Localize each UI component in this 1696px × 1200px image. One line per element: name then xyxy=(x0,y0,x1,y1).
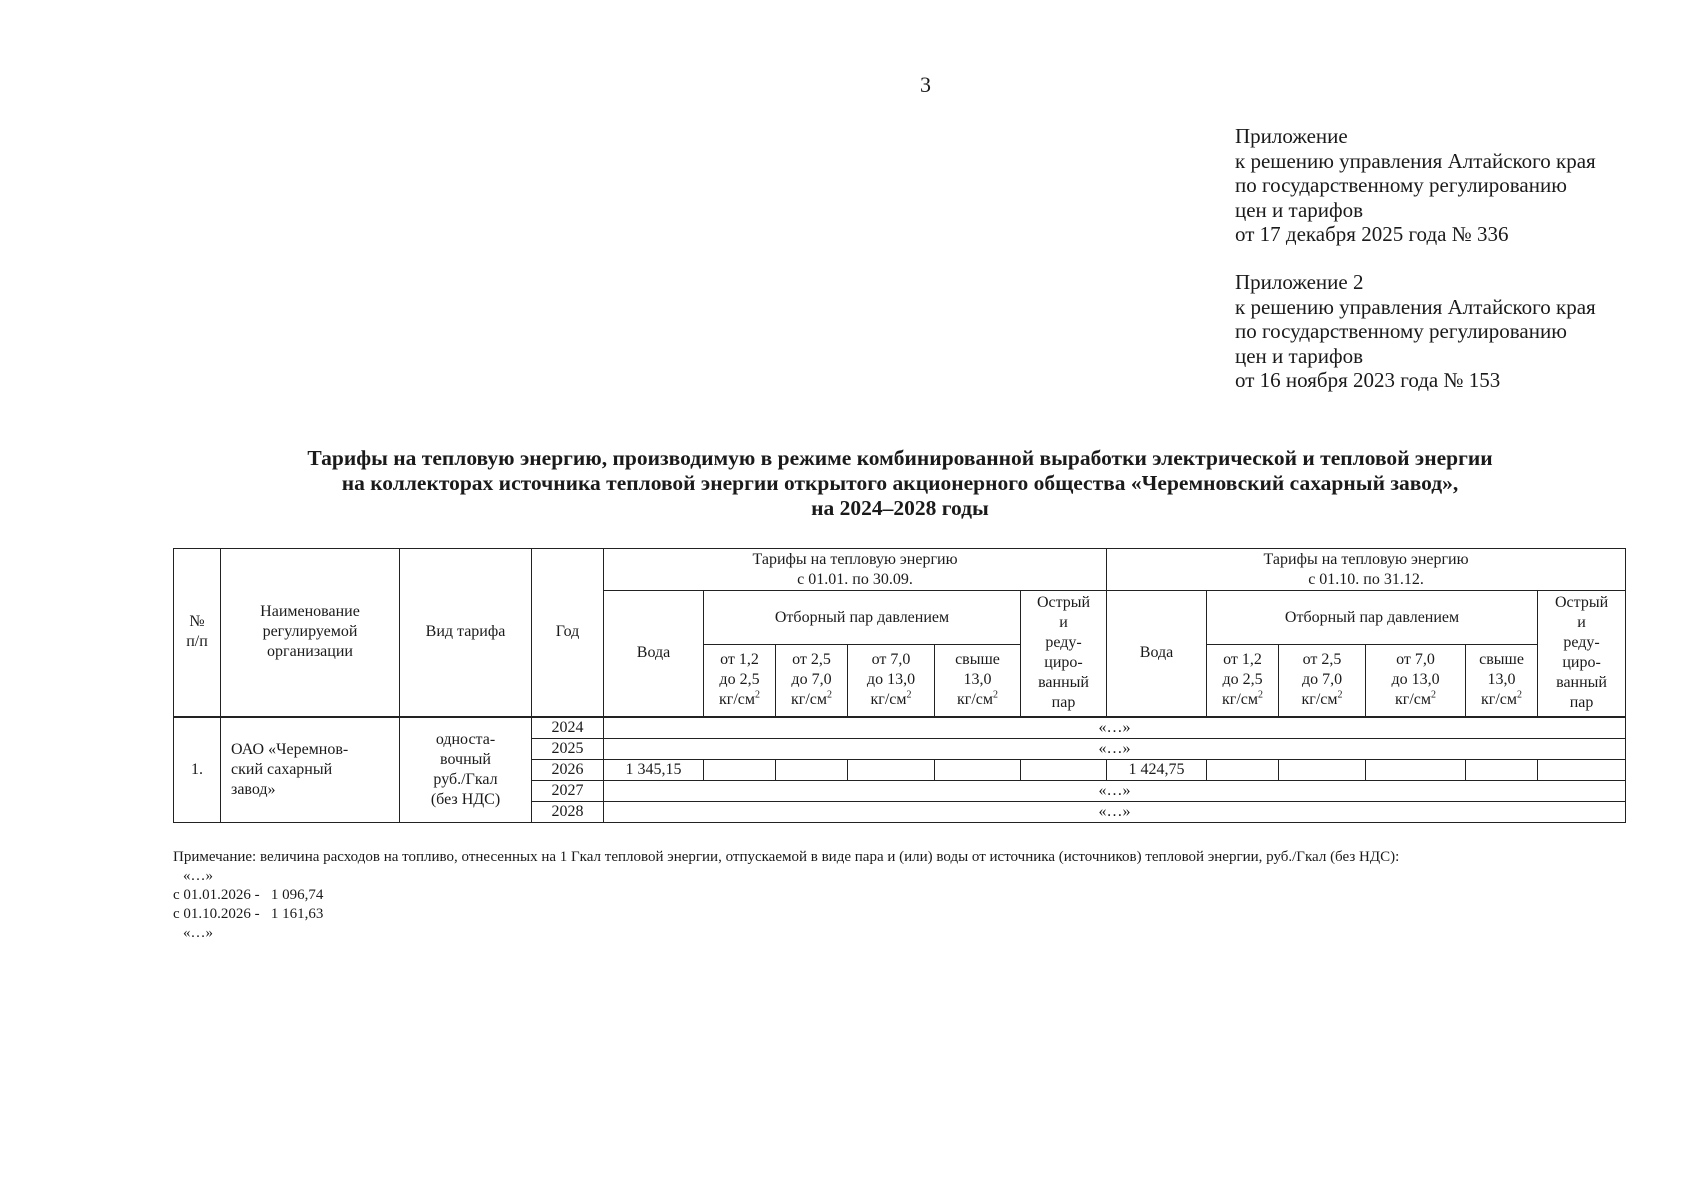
document-title xyxy=(150,446,1650,521)
appendix-1-line: цен и тарифов xyxy=(1235,197,1364,222)
title-line: Тарифы на тепловую энергию, производимую в режиме комбинированной выработки электрической и тепловой энергии xyxy=(307,446,1493,470)
header-pressure-above-13-0 xyxy=(1466,645,1538,717)
header-pressure-unit xyxy=(706,690,773,710)
header-pressure-line: от 1,2 xyxy=(720,651,759,669)
header-pressure-unit xyxy=(850,690,932,710)
unit-sup: 2 xyxy=(906,689,912,701)
header-tariff-type: Вид тарифа xyxy=(400,549,532,717)
water-tariff-period-1: 1 345,15 xyxy=(604,759,704,780)
header-pressure-line: от 7,0 xyxy=(1396,651,1435,669)
header-sharp-steam-1 xyxy=(1021,591,1107,717)
header-sharp-line: Острый xyxy=(1554,594,1609,612)
year-cell: 2026 xyxy=(532,759,604,780)
header-sharp-line: и xyxy=(1577,614,1586,632)
appendix-1-line: Приложение xyxy=(1235,124,1348,148)
header-pressure-1-2-2-5 xyxy=(1207,645,1279,717)
header-pressure-unit xyxy=(1209,690,1276,710)
tariff-table xyxy=(173,548,1626,823)
empty-cell xyxy=(1021,759,1107,780)
header-pressure-line: от 2,5 xyxy=(792,651,831,669)
header-pressure-unit xyxy=(1281,690,1363,710)
header-pressure-2-5-7-0 xyxy=(1279,645,1366,717)
header-organization-line: регулируемой xyxy=(262,623,358,641)
header-pressure-line: от 2,5 xyxy=(1302,651,1342,669)
header-sharp-line: реду- xyxy=(1563,634,1600,652)
organization-name xyxy=(221,717,400,823)
year-cell: 2027 xyxy=(532,780,604,801)
unit-sup: 2 xyxy=(827,689,832,701)
header-period-2-line: Тарифы на тепловую энергию xyxy=(1263,550,1469,568)
header-sharp-line: ванный xyxy=(1038,674,1089,692)
appendix-2-line: Приложение 2 xyxy=(1235,270,1364,294)
header-sharp-line: и xyxy=(1059,614,1068,632)
header-pressure-line: 13,0 xyxy=(1487,671,1516,689)
unit-text: кг/см xyxy=(718,691,755,709)
unit-sup: 2 xyxy=(993,689,998,701)
water-tariff-period-2: 1 424,75 xyxy=(1107,759,1207,780)
header-water-2: Вода xyxy=(1107,591,1207,717)
unit-sup: 2 xyxy=(1431,689,1437,701)
tariff-type-line: руб./Гкал xyxy=(433,770,498,788)
tariff-type-line: (без НДС) xyxy=(430,790,501,808)
header-pressure-unit xyxy=(1468,690,1535,710)
header-sharp-line: Острый xyxy=(1036,594,1091,612)
title-line: на коллекторах источника тепловой энергии открытого акционерного общества «Черемновский сахарный завод», xyxy=(341,471,1459,495)
header-steam-2: Отборный пар давлением xyxy=(1207,591,1538,645)
empty-cell xyxy=(1279,759,1366,780)
header-number xyxy=(174,549,221,717)
empty-cell xyxy=(1538,759,1626,780)
header-period-1-line: с 01.01. по 30.09. xyxy=(797,570,913,588)
unit-sup: 2 xyxy=(755,689,760,701)
appendix-1-line: к решению управления Алтайского края xyxy=(1235,148,1596,173)
unit-text: кг/см xyxy=(1395,691,1432,709)
header-pressure-line: свыше xyxy=(955,651,1000,669)
tariff-type xyxy=(400,717,532,823)
header-sharp-line: реду- xyxy=(1045,634,1082,652)
header-pressure-2-5-7-0 xyxy=(776,645,848,717)
unit-sup: 2 xyxy=(1337,689,1343,701)
header-number-line: № xyxy=(189,613,205,631)
empty-cell xyxy=(848,759,935,780)
header-sharp-line: пар xyxy=(1051,694,1076,712)
placeholder-cell: «…» xyxy=(604,717,1626,739)
unit-text: кг/см xyxy=(870,691,907,709)
header-period-1-line: Тарифы на тепловую энергию xyxy=(752,550,958,568)
header-sharp-steam-2 xyxy=(1538,591,1626,717)
empty-cell xyxy=(704,759,776,780)
header-pressure-1-2-2-5 xyxy=(704,645,776,717)
unit-sup: 2 xyxy=(1517,689,1523,701)
header-sharp-line: циро- xyxy=(1044,654,1083,672)
header-pressure-line: до 7,0 xyxy=(1301,671,1343,689)
note-line-2: с 01.10.2026 - 1 161,63 xyxy=(173,906,324,922)
header-pressure-above-13-0 xyxy=(935,645,1021,717)
title-line: на 2024–2028 годы xyxy=(811,496,989,520)
tariff-type-line: вочный xyxy=(440,750,491,768)
header-organization-line: Наименование xyxy=(260,603,360,621)
header-pressure-line: от 1,2 xyxy=(1223,651,1262,669)
empty-cell xyxy=(1207,759,1279,780)
year-cell: 2024 xyxy=(532,717,604,739)
unit-text: кг/см xyxy=(1301,691,1338,709)
unit-text: кг/см xyxy=(1222,691,1259,709)
header-pressure-unit xyxy=(778,690,845,710)
appendix-2-line: цен и тарифов xyxy=(1235,343,1364,368)
header-pressure-line: от 7,0 xyxy=(871,651,911,669)
appendix-2-line: по государственному регулированию xyxy=(1235,319,1567,343)
tariff-type-line: односта- xyxy=(435,730,496,748)
note-text: Примечание: величина расходов на топливо, отнесенных на 1 Гкал тепловой энергии, отпускаемой в виде пара и (или) воды от источника (источников) тепловой энергии, руб./Гкал (без НДС): xyxy=(173,849,1400,865)
header-pressure-7-0-13-0 xyxy=(848,645,935,717)
organization-line: ский сахарный xyxy=(231,760,333,778)
header-steam-1: Отборный пар давлением xyxy=(704,591,1021,645)
header-sharp-line: циро- xyxy=(1562,654,1601,672)
empty-cell xyxy=(1466,759,1538,780)
page-number: 3 xyxy=(920,72,931,97)
unit-text: кг/см xyxy=(1481,691,1518,709)
empty-cell xyxy=(776,759,848,780)
empty-cell xyxy=(935,759,1021,780)
appendix-2-line: к решению управления Алтайского края xyxy=(1235,294,1596,319)
organization-line: ОАО «Черемнов- xyxy=(231,740,349,758)
header-organization-line: организации xyxy=(267,643,353,661)
header-period-1 xyxy=(604,549,1107,591)
header-pressure-unit xyxy=(1368,690,1463,710)
header-pressure-line: до 13,0 xyxy=(1391,671,1440,689)
header-sharp-line: ванный xyxy=(1556,674,1607,692)
placeholder-cell: «…» xyxy=(604,780,1626,801)
header-pressure-line: до 2,5 xyxy=(719,671,760,689)
header-pressure-7-0-13-0 xyxy=(1366,645,1466,717)
header-number-line: п/п xyxy=(186,633,208,651)
header-pressure-unit xyxy=(937,690,1018,710)
unit-text: кг/см xyxy=(956,691,993,709)
header-organization xyxy=(221,549,400,717)
year-cell: 2028 xyxy=(532,801,604,822)
header-period-2-line: с 01.10. по 31.12. xyxy=(1308,570,1424,588)
note-block xyxy=(173,848,1399,943)
placeholder-cell: «…» xyxy=(604,738,1626,759)
empty-cell xyxy=(1366,759,1466,780)
appendix-1-block xyxy=(1235,124,1596,247)
note-line-1: с 01.01.2026 - 1 096,74 xyxy=(173,887,324,903)
note-open-ellipsis: «…» xyxy=(183,868,213,884)
note-close-ellipsis: «…» xyxy=(183,925,213,941)
header-year: Год xyxy=(532,549,604,717)
header-sharp-line: пар xyxy=(1569,694,1594,712)
header-pressure-line: до 13,0 xyxy=(866,671,916,689)
year-cell: 2025 xyxy=(532,738,604,759)
appendix-1-line: по государственному регулированию xyxy=(1235,173,1567,197)
row-number: 1. xyxy=(174,717,221,823)
header-pressure-line: 13,0 xyxy=(963,671,992,689)
header-pressure-line: до 2,5 xyxy=(1222,671,1263,689)
placeholder-cell: «…» xyxy=(604,801,1626,822)
appendix-2-line: от 16 ноября 2023 года № 153 xyxy=(1235,368,1501,392)
unit-text: кг/см xyxy=(790,691,827,709)
organization-line: завод» xyxy=(231,780,276,798)
header-period-2 xyxy=(1107,549,1626,591)
appendix-1-line: от 17 декабря 2025 года № 336 xyxy=(1235,222,1509,246)
header-pressure-line: до 7,0 xyxy=(791,671,832,689)
unit-sup: 2 xyxy=(1258,689,1264,701)
header-pressure-line: свыше xyxy=(1479,651,1524,669)
header-water-1: Вода xyxy=(604,591,704,717)
appendix-2-block xyxy=(1235,270,1596,393)
